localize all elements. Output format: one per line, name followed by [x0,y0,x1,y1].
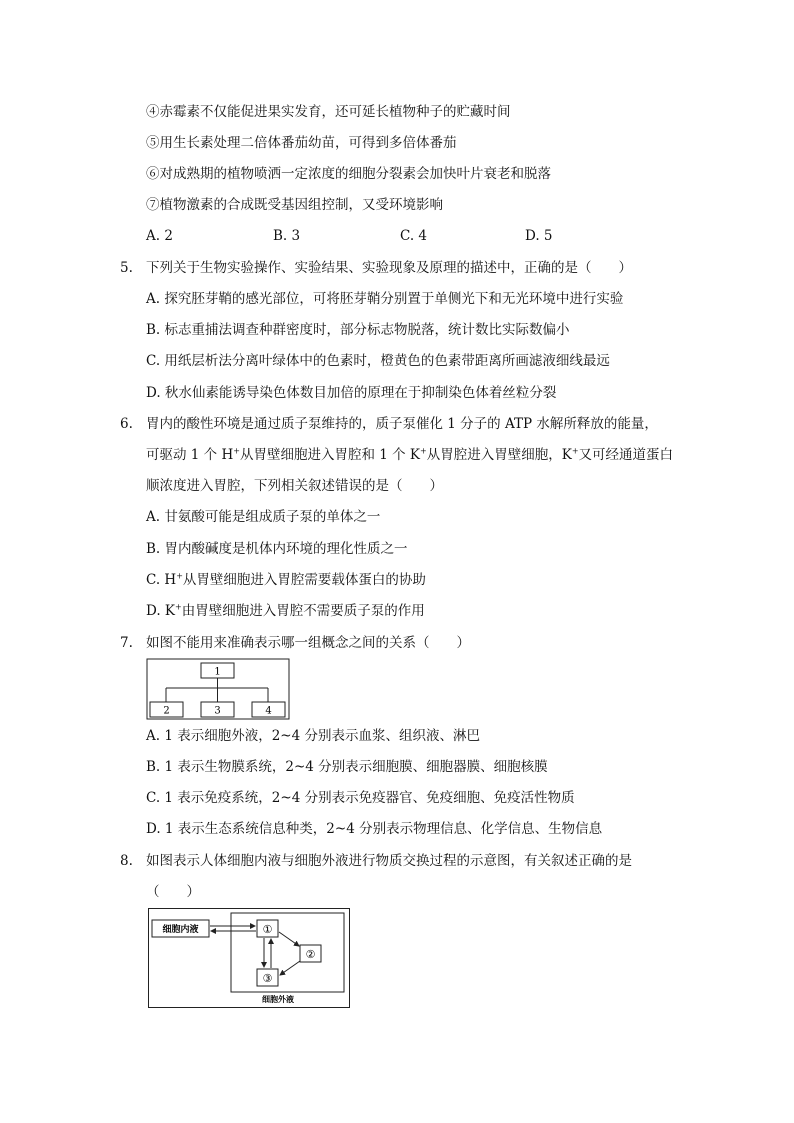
q4-option-c: C. 4 [400,228,428,244]
q7-concept-diagram [146,658,290,724]
q6-number: 6. [120,416,133,432]
arrow-1-to-2 [279,932,299,946]
q7-box-2-label: 2 [163,705,170,717]
q5-option-d: D. 秋水仙素能诱导染色体数目加倍的原理在于抑制染色体着丝粒分裂 [146,385,557,401]
intracellular-fluid-label: 细胞内液 [162,925,199,935]
node-3-label: ③ [262,972,273,985]
q7-box-3-label: 3 [214,705,221,717]
arrow-2-to-3 [280,961,300,975]
q7-stem: 如图不能用来准确表示哪一组概念之间的关系（ ） [146,635,470,651]
statement-7: ⑦植物激素的合成既受基因组控制，又受环境影响 [146,197,443,213]
q5-stem: 下列关于生物实验操作、实验结果、实验现象及原理的描述中，正确的是（ ） [146,260,632,276]
extracellular-fluid-label: 细胞外液 [262,994,294,1004]
q4-option-d: D. 5 [525,228,553,244]
q6-stem-line3: 顺浓度进入胃腔，下列相关叙述错误的是（ ） [146,478,443,494]
q8-exchange-diagram [148,908,350,1012]
statement-6: ⑥对成熟期的植物喷洒一定浓度的细胞分裂素会加快叶片衰老和脱落 [146,166,551,182]
q5-option-a: A. 探究胚芽鞘的感光部位，可将胚芽鞘分别置于单侧光下和无光环境中进行实验 [146,291,624,307]
statement-4: ④赤霉素不仅能促进果实发育，还可延长植物种子的贮藏时间 [146,104,511,120]
q6-option-c: C. H+从胃壁细胞进入胃腔需要载体蛋白的协助 [146,571,426,588]
q4-option-a: A. 2 [146,228,173,244]
q7-box-1-label: 1 [214,666,221,678]
q6-stem-line2: 可驱动 1 个 H+从胃壁细胞进入胃腔和 1 个 K+从胃腔进入胃壁细胞，K+又可经通道蛋白 [146,446,674,463]
q5-option-b: B. 标志重捕法调查种群密度时，部分标志物脱落，统计数比实际数偏小 [146,322,570,338]
q7-option-a: A. 1 表示细胞外液，2~4 分别表示血浆、组织液、淋巴 [146,728,480,744]
q7-number: 7. [120,635,133,651]
q5-option-c: C. 用纸层析法分离叶绿体中的色素时，橙黄色的色素带距离所画滤液细线最远 [146,353,610,369]
q6-option-b: B. 胃内酸碱度是机体内环境的理化性质之一 [146,541,408,557]
q5-number: 5. [120,260,133,276]
q7-option-d: D. 1 表示生态系统信息种类，2~4 分别表示物理信息、化学信息、生物信息 [146,821,603,837]
q6-option-a: A. 甘氨酸可能是组成质子泵的单体之一 [146,509,381,525]
q7-option-b: B. 1 表示生物膜系统，2~4 分别表示细胞膜、细胞器膜、细胞核膜 [146,759,548,775]
q7-option-c: C. 1 表示免疫系统，2~4 分别表示免疫器官、免疫细胞、免疫活性物质 [146,790,575,806]
node-2-label: ② [305,948,316,961]
q8-stem-line2: （ ） [146,884,200,900]
q8-stem-line1: 如图表示人体细胞内液与细胞外液进行物质交换过程的示意图，有关叙述正确的是 [146,853,632,869]
q7-box-4-label: 4 [265,705,272,717]
q4-option-b: B. 3 [273,228,301,244]
node-1-label: ① [262,923,273,936]
q8-number: 8. [120,853,133,869]
q6-stem-line1: 胃内的酸性环境是通过质子泵维持的，质子泵催化 1 分子的 ATP 水解所释放的能量， [146,416,658,432]
q6-option-d: D. K+由胃壁细胞进入胃腔不需要质子泵的作用 [146,602,425,619]
statement-5: ⑤用生长素处理二倍体番茄幼苗，可得到多倍体番茄 [146,135,457,151]
